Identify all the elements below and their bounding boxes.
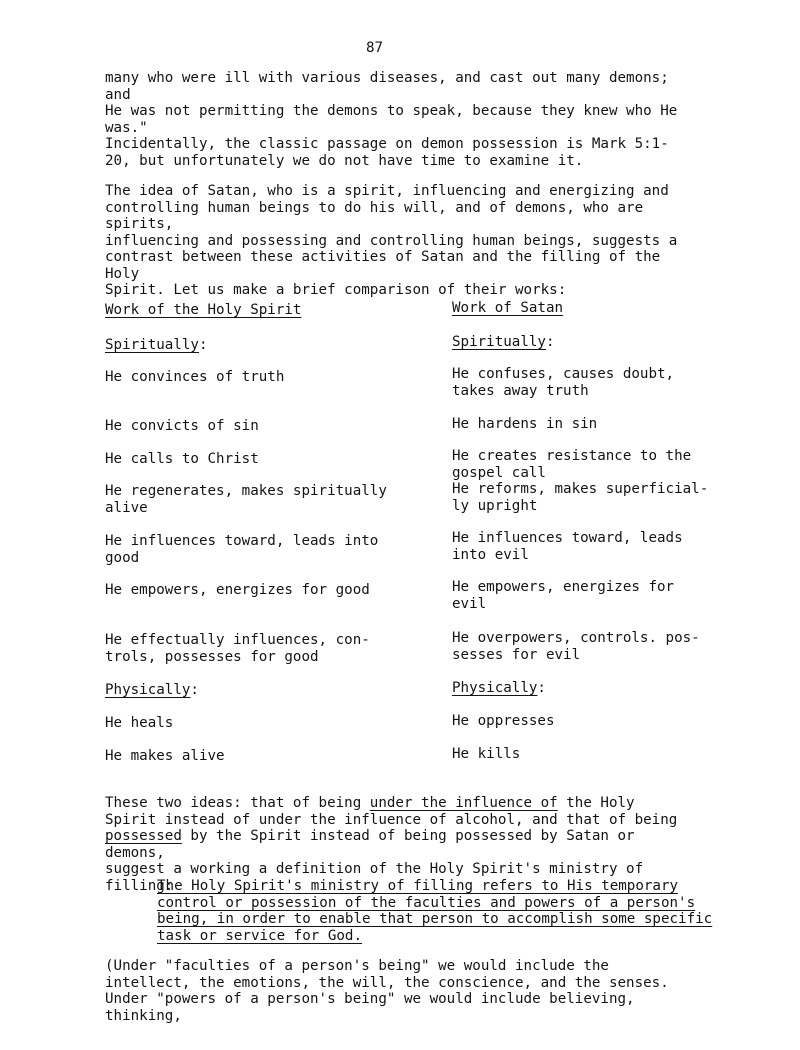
holy-spirit-work-item: He empowers, energizes for good [105,582,370,598]
underlined-word-possessed: possessed [105,828,182,844]
physically-text: Physically [105,682,191,698]
spiritually-text: Spiritually [452,334,546,350]
spiritually-label-left [105,337,405,354]
satan-work-item: He confuses, causes doubt, takes away truth [452,366,675,399]
satan-work-item: He hardens in sin [452,416,598,432]
underlined-phrase-influence: under the influence of [369,795,558,811]
paragraph-satan-idea: The idea of Satan, who is a spirit, influencing and energizing and controlling human beings to do his will, and of demons, who are spirits, influencing and possessing and controlling human beings, suggests a contrast between these activities of Satan and the filling of the Holy Spirit. Let us make a brief comparison of their works: [105,183,678,298]
spiritually-text: Spiritually [105,337,199,353]
physically-label-right [452,680,712,697]
holy-spirit-work-item: He convinces of truth [105,369,285,385]
satan-work-item: He oppresses [452,713,555,729]
physically-label-left [105,682,405,699]
paragraph-continuation: many who were ill with various diseases, and cast out many demons; and He was not permitting the demons to speak, because they knew who He was." [105,70,678,136]
holy-spirit-work-item: He influences toward, leads into good [105,533,379,566]
satan-work-item: He kills [452,746,521,762]
spiritually-label-right [452,334,712,351]
holy-spirit-work-item: He makes alive [105,748,225,764]
text-run: These two ideas: that of being [105,795,370,811]
filling-definition: The Holy Spirit's ministry of filling refers to His temporary control or possession of the faculties and powers of a person's being, in order to enable that person to accomplish some specific task or service for God. [157,878,713,944]
satan-work-item: He overpowers, controls. pos- sesses for evil [452,630,700,663]
satan-work-item: He creates resistance to the gospel call [452,448,692,481]
colon: : [537,680,546,696]
satan-work-item: He empowers, energizes for evil [452,579,675,612]
satan-work-item: He reforms, makes superficial- ly upright [452,481,709,514]
satan-column-heading: Work of Satan [452,300,564,316]
paragraph-faculties: (Under "faculties of a person's being" we would include the intellect, the emotions, the will, the conscience, and the senses. Under "powers of a person's being" we would include believing, thinking, [105,958,669,1024]
holy-spirit-work-item: He effectually influences, con- trols, possesses for good [105,632,370,665]
holy-spirit-work-item: He regenerates, makes spiritually alive [105,483,387,516]
text-run: by the Spirit instead of being possessed by Satan or demons, suggest a working a definition of the Holy Spirit's ministry of filling: [105,828,644,894]
holy-spirit-column-heading: Work of the Holy Spirit [105,302,302,318]
colon: : [545,334,555,350]
satan-work-item: He influences toward, leads into evil [452,530,683,563]
holy-spirit-work-item: He convicts of sin [105,418,259,434]
page-number: 87 [366,40,384,56]
text-run: the Holy Spirit instead of under the influence of alcohol, and that of being [105,795,678,828]
holy-spirit-work-item: He calls to Christ [105,451,259,467]
colon: : [190,682,199,698]
physically-text: Physically [452,680,538,696]
colon: : [198,337,208,353]
paragraph-incidentally: Incidentally, the classic passage on demon possession is Mark 5:1- 20, but unfortunately we do not have time to examine it. [105,136,669,169]
holy-spirit-work-item: He heals [105,715,174,731]
